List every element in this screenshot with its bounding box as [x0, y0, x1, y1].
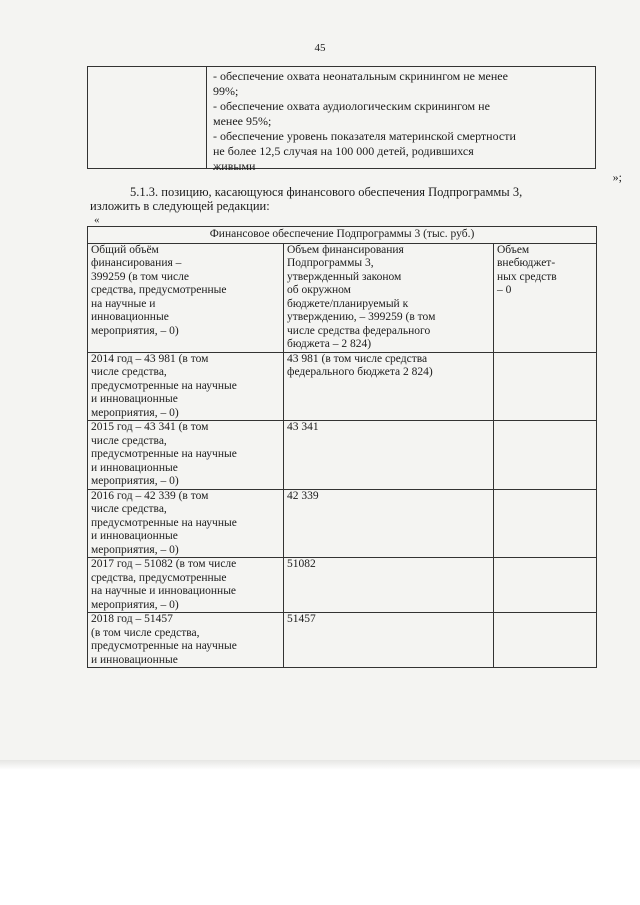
year-cell: [88, 613, 284, 668]
table-row: [88, 558, 597, 613]
continuation-text: [213, 69, 593, 174]
text-line: не более 12,5 случая на 100 000 детей, родившихся: [213, 144, 474, 158]
table-divider: [206, 67, 207, 168]
budget-cell: [284, 558, 494, 613]
budget-cell: [284, 352, 494, 421]
text-line: - обеспечение охвата аудиологическим скринингом не: [213, 99, 490, 113]
cell-line: числе средства,: [91, 434, 167, 447]
table-row: [88, 613, 597, 668]
cell-line: 399259 (в том числе: [91, 270, 189, 283]
cell-line: финансирования –: [91, 257, 182, 269]
budget-cell: [284, 613, 494, 668]
cell-line: Подпрограммы 3,: [287, 257, 374, 269]
cell-line: – 0: [497, 284, 512, 296]
paragraph-line: изложить в следующей редакции:: [90, 199, 270, 213]
year-cell: [88, 558, 284, 613]
budget-cell: [284, 421, 494, 490]
cell-line: средства, предусмотренные: [91, 284, 227, 296]
cell-line: 42 339: [287, 489, 319, 502]
continuation-table: [87, 66, 596, 173]
cell-line: 51082: [287, 558, 316, 570]
cell-line: Объем финансирования: [287, 243, 404, 256]
year-cell: [88, 352, 284, 421]
cell-line: утвержденный законом: [287, 270, 402, 283]
cell-line: утверждению, – 399259 (в том: [287, 311, 436, 323]
extrabudget-cell: [494, 613, 597, 668]
budget-cell: [284, 489, 494, 558]
cell-line: средства, предусмотренные: [91, 571, 227, 584]
cell-line: и инновационные: [91, 461, 178, 474]
cell-line: 43 981 (в том числе средства: [287, 352, 428, 365]
cell-line: инновационные: [91, 311, 169, 323]
cell-line: и инновационные: [91, 530, 178, 542]
cell-line: числе средства,: [91, 503, 167, 515]
table-row: [88, 352, 597, 421]
cell-line: бюджета – 2 824): [287, 338, 372, 350]
header-total-cell: [88, 243, 284, 352]
extrabudget-cell: [494, 421, 597, 490]
page-number: 45: [314, 42, 326, 54]
cell-line: 51457: [287, 613, 316, 625]
cell-line: 2014 год – 43 981 (в том: [91, 352, 209, 365]
cell-line: внебюджет-: [497, 257, 556, 269]
cell-line: и инновационные: [91, 653, 178, 666]
cell-line: (в том числе средства,: [91, 626, 200, 639]
text-line: живыми: [213, 159, 256, 173]
year-cell: [88, 489, 284, 558]
finance-table: [87, 226, 597, 668]
cell-line: 2017 год – 51082 (в том числе: [91, 558, 237, 570]
cell-line: 2015 год – 43 341 (в том: [91, 421, 209, 433]
cell-line: и инновационные: [91, 393, 178, 405]
cell-line: мероприятия, – 0): [91, 475, 179, 487]
cell-line: предусмотренные на научные: [91, 379, 237, 392]
extrabudget-cell: [494, 352, 597, 421]
paragraph-line: 5.1.3. позицию, касающуюся финансового обеспечения Подпрограммы 3,: [130, 185, 523, 199]
extrabudget-cell: [494, 489, 597, 558]
cell-line: предусмотренные на научные: [91, 516, 237, 529]
header-extrabudget-cell: [494, 243, 597, 352]
text-line: - обеспечение охвата неонатальным скринингом не менее: [213, 69, 508, 83]
cell-line: на научные и инновационные: [91, 585, 237, 597]
cell-line: предусмотренные на научные: [91, 448, 237, 460]
cell-line: мероприятия, – 0): [91, 598, 179, 611]
table-row: [88, 243, 597, 352]
header-budget-cell: [284, 243, 494, 352]
closing-quote: »;: [612, 170, 622, 184]
cell-line: об окружном: [287, 284, 351, 296]
cell-line: мероприятия, – 0): [91, 406, 179, 419]
scan-edge: [0, 760, 640, 770]
cell-line: бюджете/планируемый к: [287, 297, 409, 310]
cell-line: мероприятия, – 0): [91, 324, 179, 337]
text-line: менее 95%;: [213, 114, 272, 128]
cell-line: Объем: [497, 243, 530, 256]
cell-line: числе средства федерального: [287, 324, 431, 337]
year-cell: [88, 421, 284, 490]
opening-quote: «: [94, 214, 100, 226]
cell-line: предусмотренные на научные: [91, 640, 237, 652]
cell-line: Общий объём: [91, 243, 159, 256]
text-line: 99%;: [213, 84, 239, 98]
table-row: [88, 489, 597, 558]
cell-line: 2018 год – 51457: [91, 613, 173, 625]
cell-line: мероприятия, – 0): [91, 543, 179, 556]
cell-line: числе средства,: [91, 366, 167, 378]
cell-line: федерального бюджета 2 824): [287, 366, 433, 378]
extrabudget-cell: [494, 558, 597, 613]
finance-table-title: Финансовое обеспечение Подпрограммы 3 (тыс. руб.): [88, 227, 597, 244]
cell-line: 2016 год – 42 339 (в том: [91, 489, 209, 502]
text-line: - обеспечение уровень показателя материнской смертности: [213, 129, 516, 143]
cell-line: на научные и: [91, 297, 156, 310]
table-row: [88, 421, 597, 490]
amendment-paragraph: [90, 185, 600, 213]
cell-line: ных средств: [497, 270, 557, 283]
cell-line: 43 341: [287, 421, 319, 433]
